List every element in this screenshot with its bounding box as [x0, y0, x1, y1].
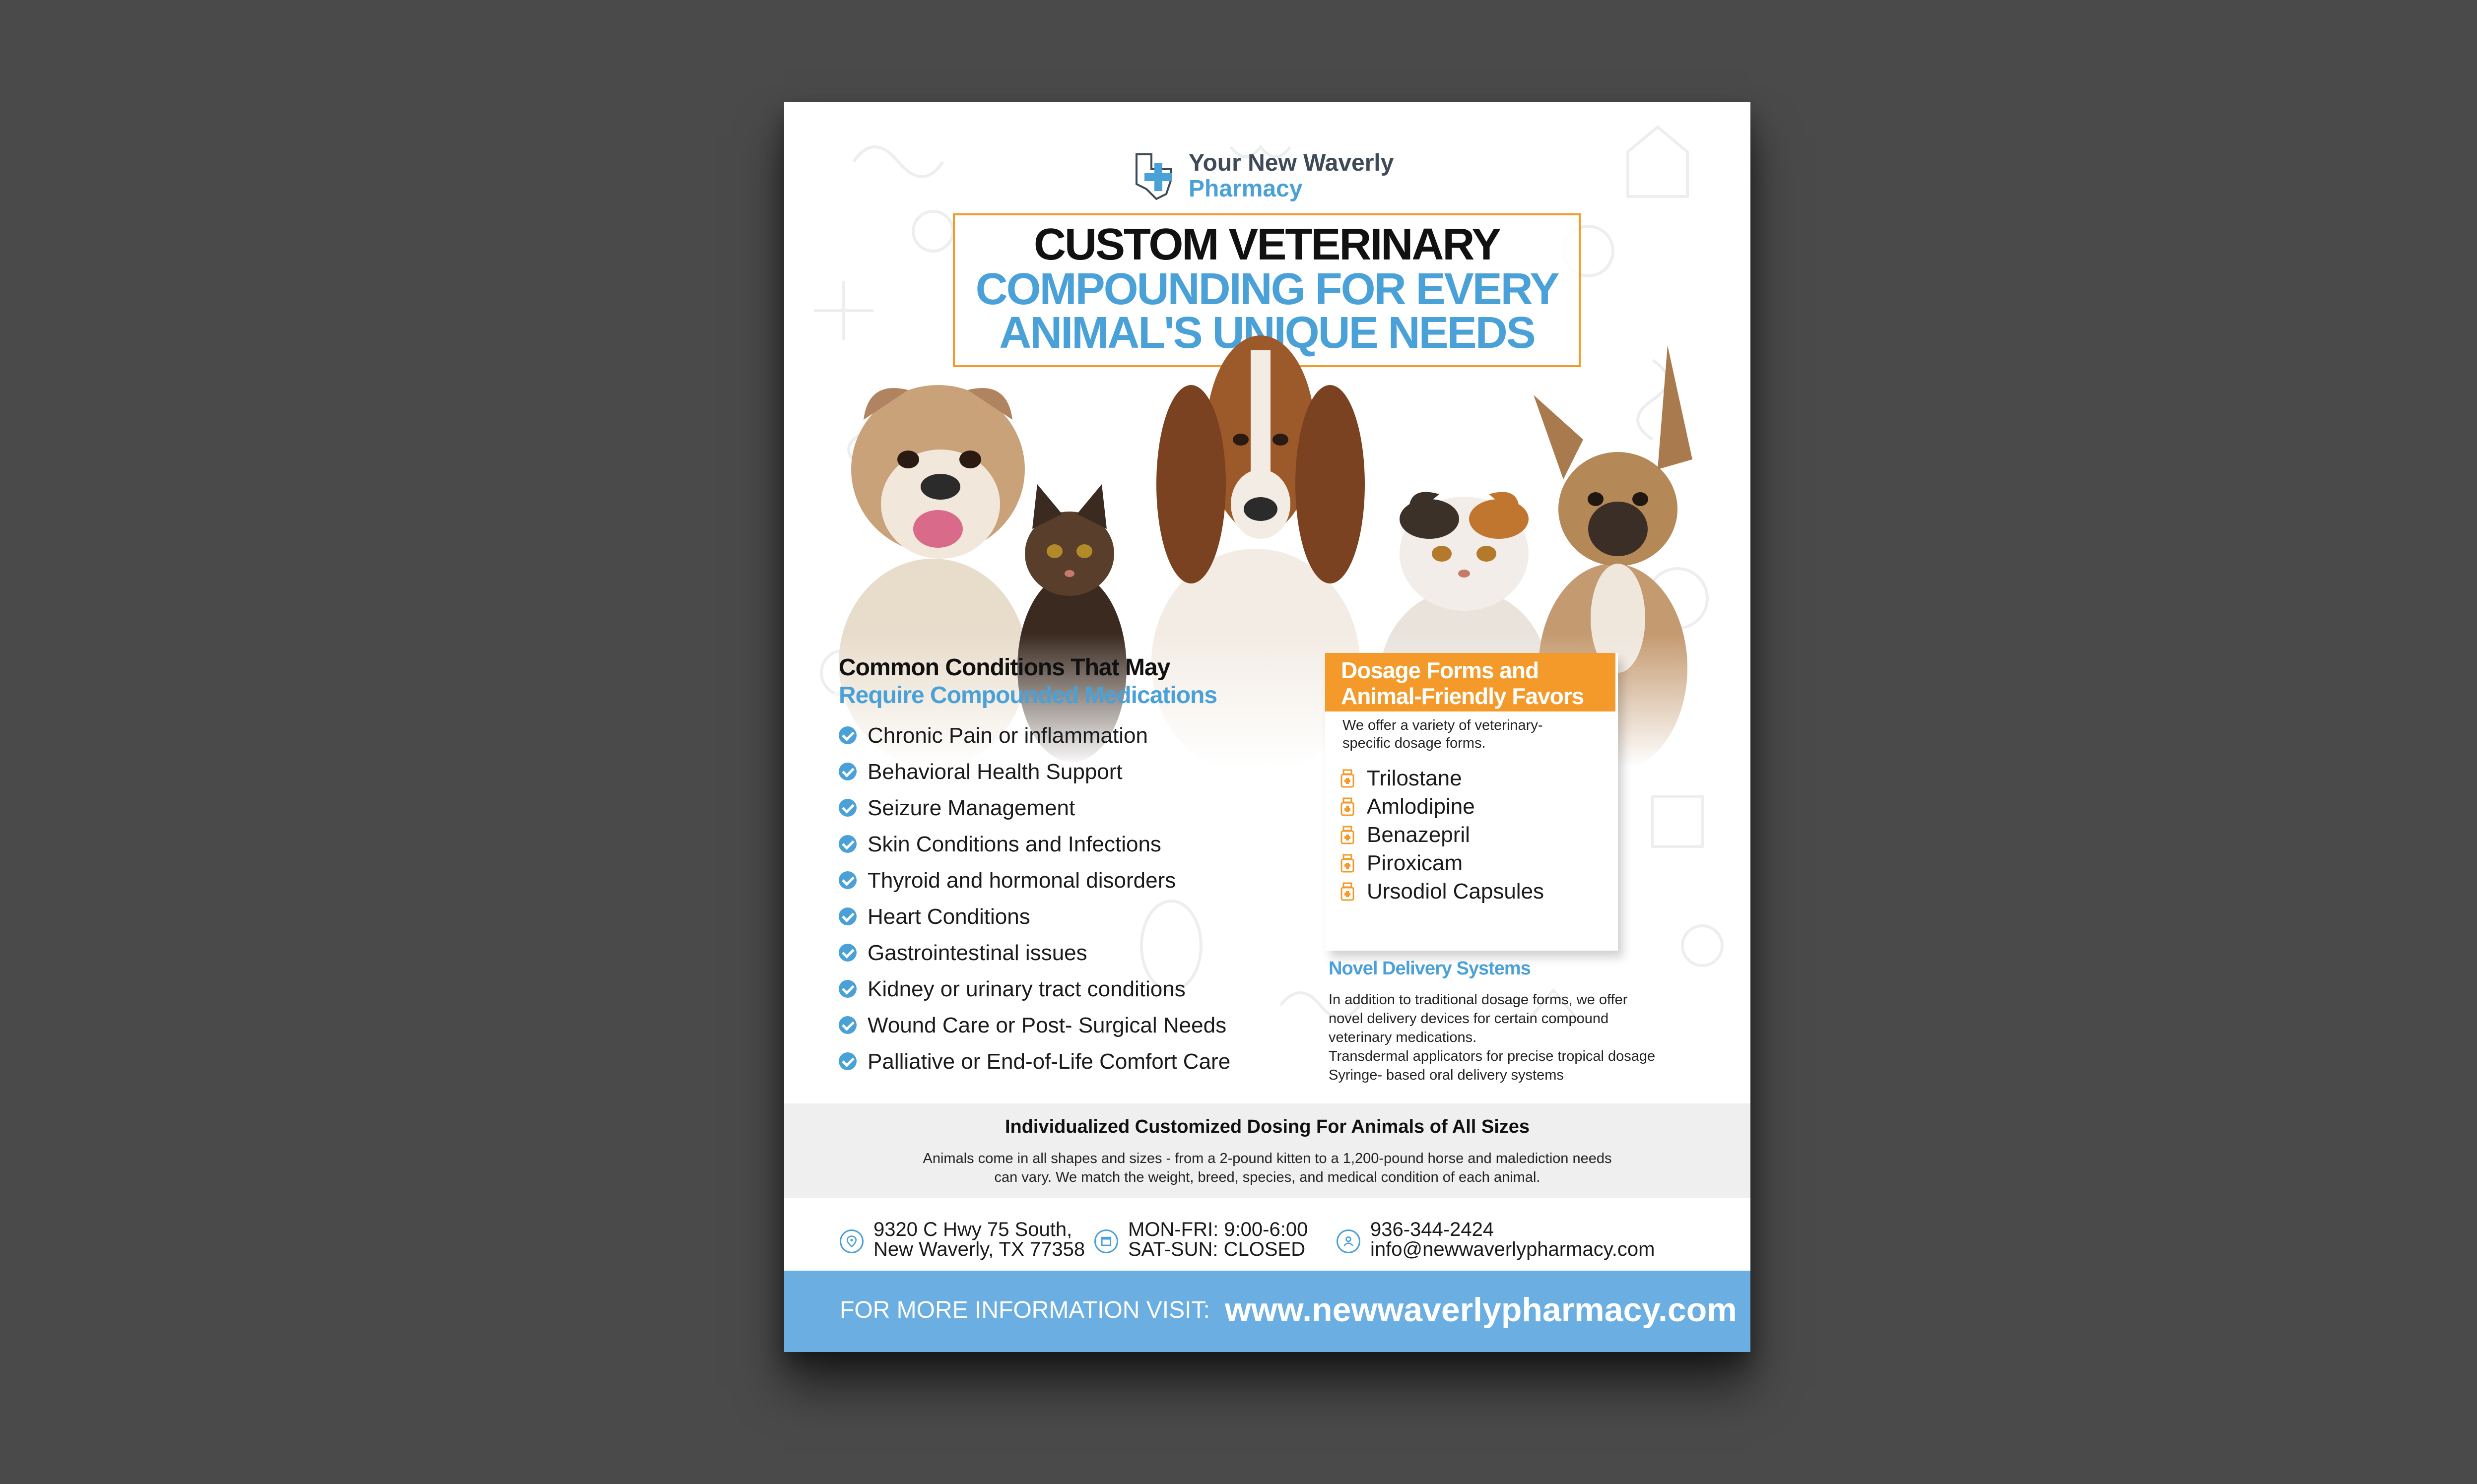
- address-line1: 9320 C Hwy 75 South,: [873, 1219, 1072, 1240]
- novel-line: Transdermal applicators for precise tropical dosage: [1329, 1048, 1656, 1064]
- check-circle-icon: [839, 835, 857, 853]
- condition-label: Behavioral Health Support: [868, 760, 1123, 784]
- condition-label: Chronic Pain or inflammation: [868, 723, 1148, 748]
- medicine-bottle-icon: [1340, 854, 1355, 873]
- condition-label: Thyroid and hormonal disorders: [868, 868, 1176, 893]
- dosing-line1: Animals come in all shapes and sizes - from a 2-pound kitten to a 1,200-pound horse and malediction needs: [923, 1151, 1612, 1166]
- logo-name-line2: Pharmacy: [1189, 176, 1303, 202]
- contact-hours: [1094, 1219, 1328, 1268]
- condition-label: Palliative or End-of-Life Comfort Care: [868, 1049, 1231, 1074]
- dosing-line2: can vary. We match the weight, breed, species, and medical condition of each animal.: [994, 1169, 1540, 1185]
- location-pin-icon: [840, 1229, 864, 1253]
- texas-cross-logo-icon: [1127, 144, 1186, 204]
- condition-label: Skin Conditions and Infections: [868, 832, 1161, 856]
- footer-label: FOR MORE INFORMATION VISIT:: [840, 1297, 1210, 1323]
- conditions-title-line2: Require Compounded Medications: [839, 682, 1217, 709]
- hours-line2: SAT-SUN: CLOSED: [1128, 1238, 1306, 1260]
- list-item: [839, 976, 1285, 1012]
- condition-label: Heart Conditions: [868, 904, 1030, 929]
- novel-delivery-title: Novel Delivery Systems: [1329, 958, 1531, 979]
- novel-line: In addition to traditional dosage forms, we offer: [1329, 992, 1628, 1008]
- check-circle-icon: [839, 1052, 857, 1070]
- website-link[interactable]: www.newwaverlypharmacy.com: [1225, 1291, 1737, 1329]
- condition-label: Seizure Management: [868, 796, 1075, 820]
- pharmacy-flyer: [784, 102, 1750, 1352]
- list-item: [839, 1048, 1285, 1085]
- list-item: [839, 831, 1285, 867]
- medicine-bottle-icon: [1340, 882, 1355, 901]
- hours-line1: MON-FRI: 9:00-6:00: [1128, 1219, 1308, 1240]
- check-circle-icon: [839, 980, 857, 998]
- novel-line: novel delivery devices for certain compound: [1329, 1011, 1609, 1027]
- check-circle-icon: [839, 726, 857, 744]
- dosage-label: Trilostane: [1367, 766, 1462, 790]
- list-item: [839, 759, 1285, 795]
- calendar-icon: [1094, 1229, 1118, 1253]
- address-line2: New Waverly, TX 77358: [873, 1238, 1085, 1260]
- dosage-title-line2: Animal-Friendly Favors: [1341, 683, 1584, 709]
- conditions-list: [839, 722, 1285, 1085]
- dosage-forms-panel: [1325, 653, 1618, 951]
- contact-address: [840, 1219, 1088, 1268]
- dosage-intro-line1: We offer a variety of veterinary-: [1342, 717, 1543, 733]
- check-circle-icon: [839, 763, 857, 780]
- email-link[interactable]: info@newwaverlypharmacy.com: [1370, 1238, 1655, 1260]
- medicine-bottle-icon: [1340, 797, 1355, 816]
- headline-line2: COMPOUNDING FOR EVERY: [975, 264, 1558, 314]
- check-circle-icon: [839, 907, 857, 925]
- list-item: [839, 940, 1285, 976]
- list-item: [839, 722, 1285, 759]
- dosage-forms-header: [1325, 653, 1615, 711]
- condition-label: Kidney or urinary tract conditions: [868, 977, 1186, 1001]
- dosage-label: Piroxicam: [1367, 851, 1463, 875]
- contact-phone-email: [1337, 1219, 1684, 1268]
- dosage-label: Amlodipine: [1367, 794, 1475, 819]
- medicine-bottle-icon: [1340, 769, 1355, 788]
- medicine-bottle-icon: [1340, 826, 1355, 844]
- novel-delivery-body: [1329, 990, 1726, 1085]
- dosage-title-line1: Dosage Forms and: [1341, 657, 1539, 683]
- condition-label: Wound Care or Post- Surgical Needs: [868, 1013, 1227, 1037]
- check-circle-icon: [839, 944, 857, 962]
- conditions-title-line1: Common Conditions That May: [839, 654, 1170, 681]
- condition-label: Gastrointestinal issues: [868, 941, 1087, 965]
- dosing-title: Individualized Customized Dosing For Animals of All Sizes: [1004, 1116, 1530, 1137]
- footer-banner: [784, 1271, 1750, 1352]
- dosage-label: Benazepril: [1367, 823, 1470, 847]
- check-circle-icon: [839, 1016, 857, 1034]
- novel-line: veterinary medications.: [1329, 1030, 1477, 1045]
- dosage-label: Ursodiol Capsules: [1367, 879, 1544, 903]
- logo-name-line1: Your New Waverly: [1189, 150, 1394, 176]
- list-item: [839, 867, 1285, 903]
- check-circle-icon: [839, 799, 857, 817]
- check-circle-icon: [839, 871, 857, 889]
- dosage-intro-line2: specific dosage forms.: [1342, 735, 1486, 751]
- pharmacy-logo: [1127, 144, 1405, 204]
- list-item: [839, 795, 1285, 831]
- list-item: [839, 903, 1285, 940]
- user-phone-icon: [1337, 1229, 1360, 1253]
- dosing-body: [784, 1149, 1750, 1187]
- list-item: [839, 1012, 1285, 1048]
- headline-line1: CUSTOM VETERINARY: [1033, 220, 1500, 269]
- novel-line: Syringe- based oral delivery systems: [1329, 1067, 1564, 1083]
- phone-number[interactable]: 936-344-2424: [1370, 1219, 1494, 1240]
- dosing-section: [784, 1103, 1750, 1198]
